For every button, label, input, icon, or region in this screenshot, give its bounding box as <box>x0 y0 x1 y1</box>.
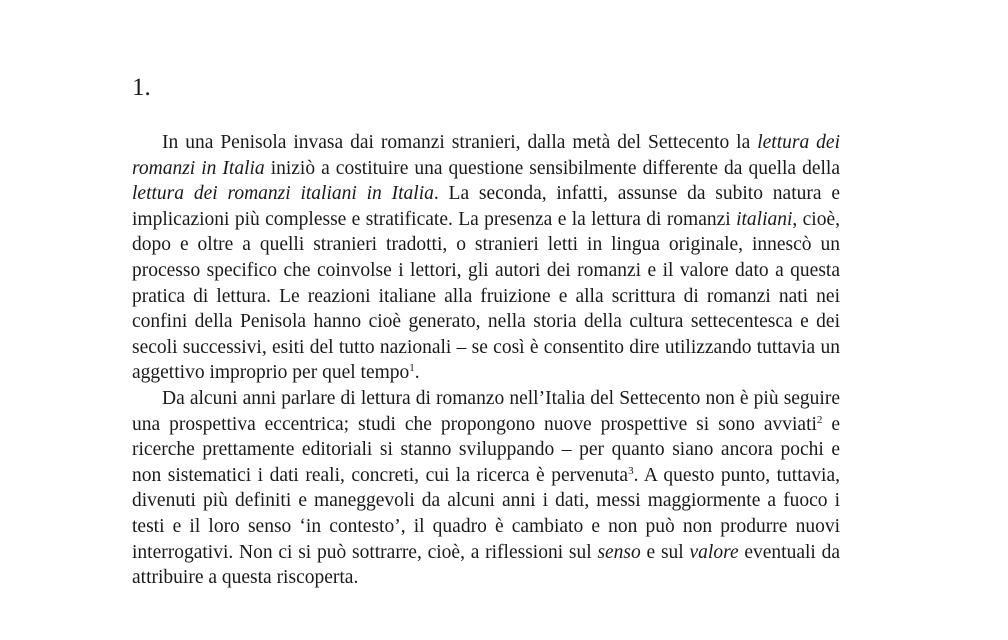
text-run: . <box>414 362 420 384</box>
footnote-marker: 3 <box>628 464 634 477</box>
italic-text: italiani <box>736 208 793 230</box>
paragraph <box>132 386 840 591</box>
body-text <box>132 130 840 591</box>
italic-text: lettura dei romanzi italiani in Italia <box>132 183 434 205</box>
footnote-marker: 1 <box>409 362 415 375</box>
text-run: iniziò a costituire una questione sensibilmente differente da quella della <box>264 157 841 179</box>
text-run: . La seconda, infatti, assunse da subito natura e implicazioni più complesse e stratificate. La presenza e la lettura di romanzi <box>132 183 840 230</box>
text-run: , cioè, dopo e oltre a quelli stranieri tradotti, o stranieri letti in lingua originale, innescò un processo specifico che coinvolse i lettori, gli autori dei romanzi e il valore dato a questa pratica di lettura. Le reazioni italiane alla fruizione e alla scrittura di romanzi nati nei confini della Penisola hanno cioè generato, nella storia della cultura settecentesca e dei secoli successivi, esiti del tutto nazionali – se così è consentito dire utilizzando tuttavia un aggettivo improprio per quel tempo <box>132 208 840 384</box>
section-number: 1. <box>132 74 151 101</box>
italic-text: lettura dei romanzi in Italia <box>132 132 840 179</box>
text-run: . A questo punto, tuttavia, divenuti più definiti e maneggevoli da alcuni anni i dati, messi maggiormente a fuoco i testi e il loro senso ‘in contesto’, il quadro è cambiato e non può non produrre nuovi interrogativi. Non ci si può sottrarre, cioè, a riflessioni sul <box>132 464 840 563</box>
italic-text: senso <box>597 541 641 563</box>
italic-text: valore <box>689 541 739 563</box>
text-run: In una Penisola invasa dai romanzi stranieri, dalla metà del Settecento la <box>162 132 758 153</box>
text-run: e ricerche prettamente editoriali si stanno sviluppando – per quanto siano ancora pochi e non sistematici i dati reali, concreti, cui la ricerca è pervenuta <box>132 413 841 486</box>
footnote-marker: 2 <box>816 413 823 426</box>
paragraph <box>132 130 840 386</box>
text-run: eventuali da attribuire a questa riscoperta. <box>132 541 840 589</box>
text-run: Da alcuni anni parlare di lettura di romanzo nell’Italia del Settecento non è più seguire una prospettiva eccentrica; studi che propongono nuove prospettive si sono avviati <box>132 387 840 435</box>
text-run: e sul <box>640 541 690 563</box>
